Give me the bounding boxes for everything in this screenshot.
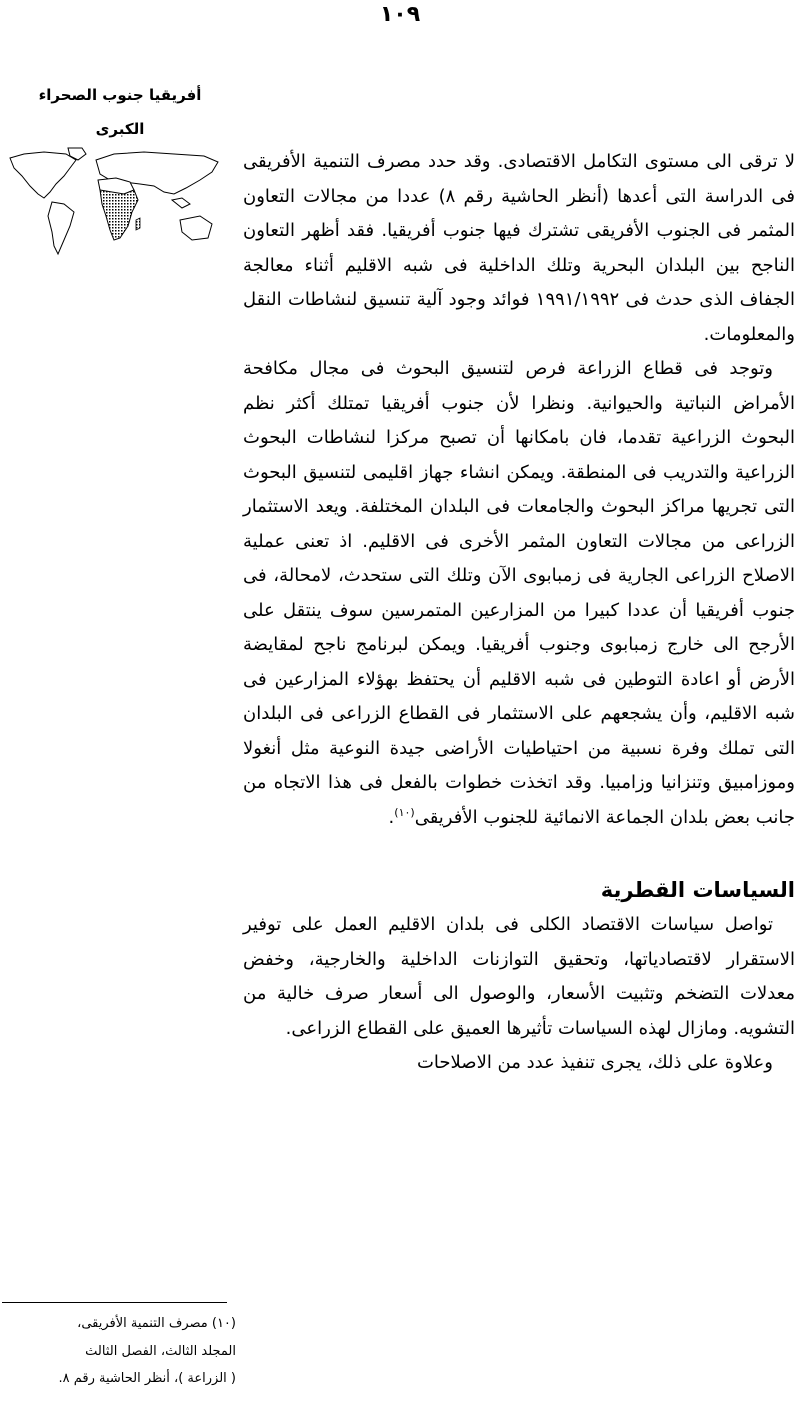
sidebar-caption-line-1: أفريقيا جنوب الصحراء bbox=[38, 86, 202, 104]
north-america-shape bbox=[10, 152, 76, 198]
sidebar-caption bbox=[20, 78, 220, 146]
paragraph-2-text: وتوجد فى قطاع الزراعة فرص لتنسيق البحوث فى مجال مكافحة الأمراض النباتية والحيوانية. ونظرا لأن جنوب أفريقيا تمتلك أكثر نظم البحوث الزراعية تقدما، فان بامكانها أن تصبح مركزا لنشاطات البحوث الزراعية والتدريب فى المنطقة. ويمكن انشاء جهاز اقليمى لتنسيق البحوث التى تجريها مراكز البحوث والجامعات فى البلدان المختلفة. ويعد الاستثمار الزراعى من مجالات التعاون المثمر الأخرى فى الاقليم. اذ تعنى عملية الاصلاح الزراعى الجارية فى زمبابوى الآن وتلك التى ستحدث، لامحالة، فى جنوب أفريقيا أن عددا كبيرا من المزارعين المتمرسين سوف ينتقل على الأرجح الى خارج زمبابوى وجنوب أفريقيا. ويمكن لبرنامج ناجح لمقايضة الأرض أو اعادة التوطين فى شبه الاقليم أن يحتفظ بهؤلاء المزارعين فى شبه الاقليم، وأن يشجعهم على الاستثمار فى القطاع الزراعى فى البلدان التى تملك وفرة نسبية من احتياطيات الأراضى جيدة النوعية مثل أنغولا وموزامبيق وتنزانيا وزامبيا. وقد اتخذت خطوات بالفعل فى هذا الاتجاه من جانب بعض بلدان الجماعة الانمائية للجنوب الأفريقى bbox=[243, 358, 795, 828]
paragraph-2-end: . bbox=[388, 806, 395, 828]
sidebar-caption-line-2: الكبرى bbox=[95, 120, 145, 138]
footnote-divider bbox=[2, 1302, 227, 1303]
footnote bbox=[0, 1310, 236, 1393]
main-text bbox=[243, 145, 795, 1081]
paragraph-1: لا ترقى الى مستوى التكامل الاقتصادى. وقد حدد مصرف التنمية الأفريقى فى الدراسة التى أعدها (أنظر الحاشية رقم ٨) عددا من مجالات التعاون المثمر فى الجنوب الأفريقى تشترك فيها جنوب أفريقيا. فقد أظهر التعاون الناجح بين البلدان البحرية وتلك الداخلية فى شبه الاقليم أثناء معالجة الجفاف الذى حدث فى ١٩٩١/١٩٩٢ فوائد وجود آلية تنسيق لنشاطات النقل والمعلومات. bbox=[243, 151, 795, 345]
footnote-line-3: ( الزراعة )، أنظر الحاشية رقم ٨. bbox=[58, 1371, 236, 1386]
footnote-line-1: (١٠) مصرف التنمية الأفريقى، bbox=[77, 1316, 236, 1331]
paragraph-3: تواصل سياسات الاقتصاد الكلى فى بلدان الاقليم العمل على توفير الاستقرار لاقتصادياتها، وتحقيق التوازنات الداخلية والخارجية، وخفض معدلات التضخم وتثبيت الأسعار، والوصول الى أسعار صرف خالية من التشويه. ومازال لهذه السياسات تأثيرها العميق على القطاع الزراعى. bbox=[243, 914, 795, 1039]
madagascar-shape bbox=[136, 218, 140, 230]
section-heading: السياسات القطرية bbox=[600, 878, 795, 902]
paragraph-2 bbox=[243, 352, 795, 835]
sub-saharan-africa-shape bbox=[100, 190, 138, 240]
footnote-reference: (١٠) bbox=[394, 805, 415, 819]
footnote-line-2: المجلد الثالث، الفصل الثالث bbox=[85, 1343, 236, 1359]
world-map-figure bbox=[4, 146, 224, 262]
page-number: ١٠٩ bbox=[379, 2, 421, 27]
paragraph-4: وعلاوة على ذلك، يجرى تنفيذ عدد من الاصلاحات bbox=[416, 1052, 773, 1073]
southeast-asia-shape bbox=[172, 198, 190, 208]
australia-shape bbox=[180, 216, 212, 240]
south-america-shape bbox=[48, 202, 74, 254]
